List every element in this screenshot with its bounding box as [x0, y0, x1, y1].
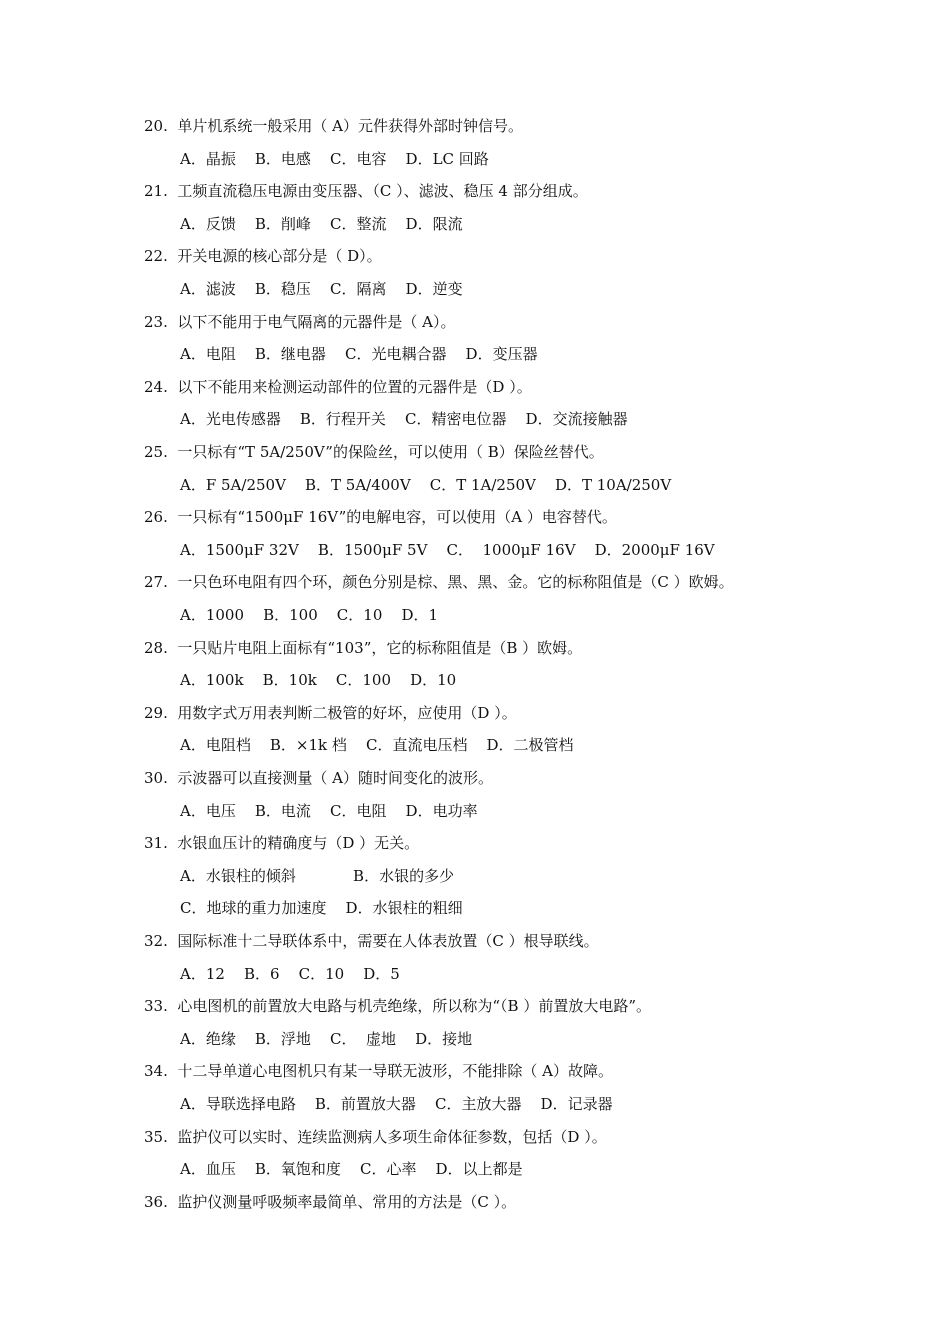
question-stem: 22. 开关电源的核心部分是（ D）。	[144, 247, 382, 266]
question-options: A．血压 B．氧饱和度 C．心率 D．以上都是	[180, 1160, 523, 1179]
question-stem: 27. 一只色环电阻有四个环，颜色分别是棕、黑、黑、金。它的标称阻值是（C ）欧姆。	[144, 573, 734, 592]
question-stem: 28. 一只贴片电阻上面标有“103”，它的标称阻值是（B ）欧姆。	[144, 638, 583, 657]
question-stem: 33. 心电图机的前置放大电路与机壳绝缘，所以称为“（B ）前置放大电路”。	[144, 997, 652, 1016]
question-stem: 25. 一只标有“T 5A/250V”的保险丝，可以使用（ B）保险丝替代。	[144, 443, 604, 461]
question-options: A．电阻档 B．×1k 档 C．直流电压档 D．二极管档	[180, 736, 574, 755]
question-stem: 20. 单片机系统一般采用（ A）元件获得外部时钟信号。	[144, 117, 523, 135]
question-stem: 32. 国际标准十二导联体系中，需要在人体表放置（C ）根导联线。	[144, 932, 599, 950]
question-options: C．地球的重力加速度 D．水银柱的粗细	[180, 899, 463, 918]
question-stem: 34. 十二导单道心电图机只有某一导联无波形，不能排除（ A）故障。	[144, 1062, 613, 1081]
question-options: A．滤波 B．稳压 C．隔离 D．逆变	[180, 280, 463, 298]
question-stem: 29. 用数字式万用表判断二极管的好坏，应使用（D ）。	[144, 703, 517, 722]
question-options: A．光电传感器 B．行程开关 C．精密电位器 D．交流接触器	[180, 410, 628, 429]
question-options: A．电阻 B．继电器 C．光电耦合器 D．变压器	[180, 345, 538, 364]
question-stem: 31. 水银血压计的精确度与（D ）无关。	[144, 834, 420, 853]
question-stem: 36. 监护仪测量呼吸频率最简单、常用的方法是（C ）。	[144, 1192, 517, 1211]
question-options: A．导联选择电路 B．前置放大器 C．主放大器 D．记录器	[180, 1095, 613, 1113]
question-stem: 21. 工频直流稳压电源由变压器、（C ）、滤波、稳压 4 部分组成。	[144, 182, 588, 201]
question-stem: 26. 一只标有“1500μF 16V”的电解电容，可以使用（A ）电容替代。	[144, 508, 617, 527]
question-options: A．晶振 B．电感 C．电容 D．LC 回路	[180, 149, 489, 168]
question-options: A．12 B．6 C．10 D．5	[180, 964, 400, 983]
question-options: A．1000 B．100 C．10 D．1	[180, 606, 439, 624]
question-options: A．水银柱的倾斜 B．水银的多少	[180, 866, 455, 885]
question-options: A．绝缘 B．浮地 C． 虚地 D．接地	[180, 1029, 473, 1048]
question-stem: 24. 以下不能用来检测运动部件的位置的元器件是（D ）。	[144, 377, 532, 396]
question-stem: 35. 监护仪可以实时、连续监测病人多项生命体征参数，包括（D ）。	[144, 1127, 607, 1146]
question-options: A．1500μF 32V B．1500μF 5V C． 1000μF 16V D．2000μF 16V	[180, 540, 715, 559]
question-options: A．反馈 B．削峰 C．整流 D．限流	[180, 214, 463, 233]
question-options: A．100k B．10k C．100 D．10	[180, 671, 457, 690]
question-stem: 23. 以下不能用于电气隔离的元器件是（ A）。	[144, 312, 456, 331]
question-options: A．电压 B．电流 C．电阻 D．电功率	[180, 801, 478, 820]
question-stem: 30. 示波器可以直接测量（ A）随时间变化的波形。	[144, 769, 493, 787]
question-options: A．F 5A/250V B．T 5A/400V C．T 1A/250V D．T 10A/250V	[180, 475, 672, 494]
